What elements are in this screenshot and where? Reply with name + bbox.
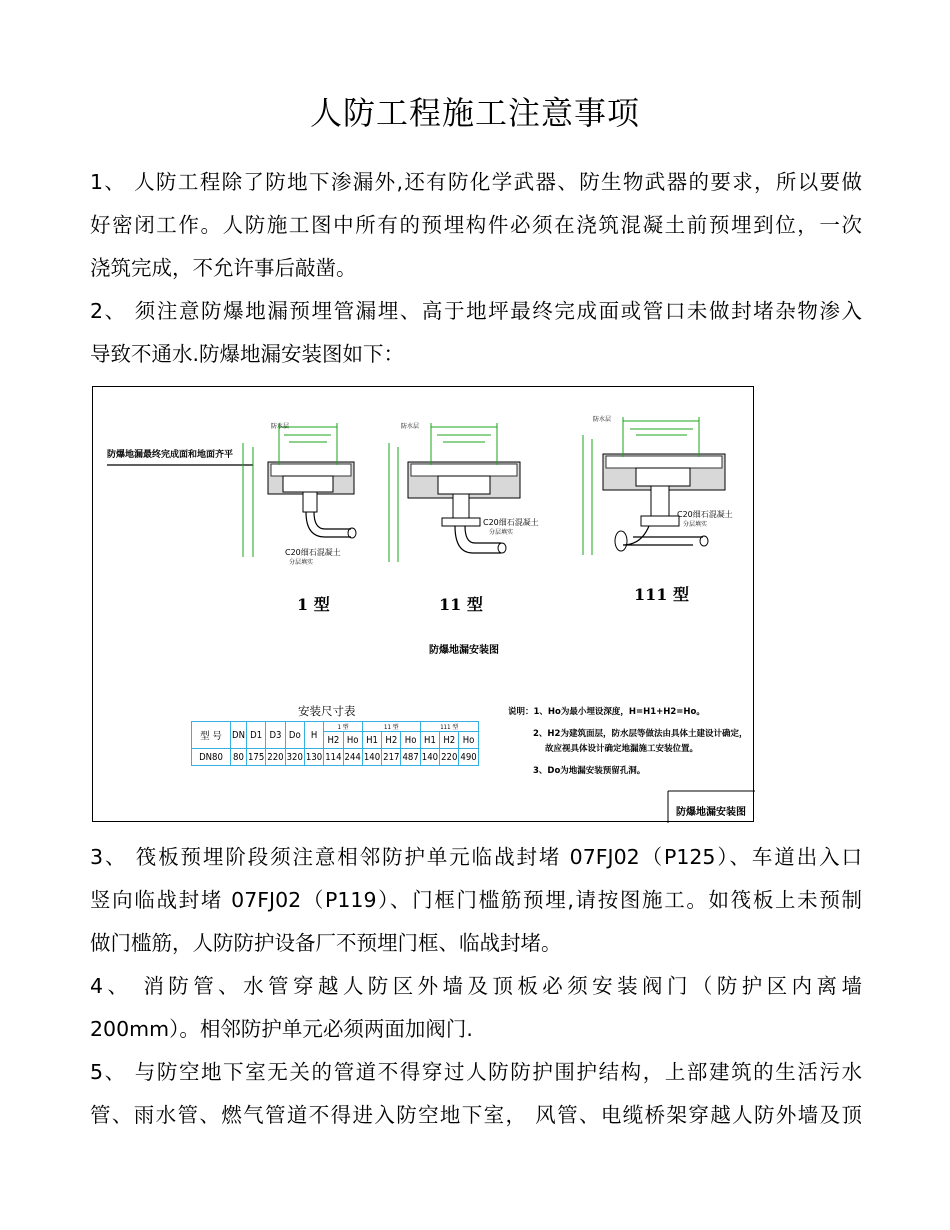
waterproof-label-3: 防水层	[593, 416, 612, 423]
concrete-sublabel-2: 分层填实	[489, 529, 514, 536]
type-1-section	[107, 423, 356, 557]
dims-cell: 244	[343, 749, 362, 766]
dims-sub-header: Ho	[459, 732, 478, 749]
dims-cell: 175	[246, 749, 265, 766]
type-11-label: 11 型	[439, 595, 483, 614]
dims-sub-header: Ho	[343, 732, 362, 749]
item-3-line-1: 3、 筏板预埋阶段须注意相邻防护单元临战封堵 07FJ02（P125）、车道出入口	[90, 845, 862, 869]
dimension-table-title: 安装尺寸表	[298, 704, 356, 718]
page-title: 人防工程施工注意事项	[309, 94, 640, 132]
dims-header-d1: D1	[246, 722, 265, 749]
item-5-line-1: 5、 与防空地下室无关的管道不得穿过人防防护围护结构，上部建筑的生活污水	[90, 1060, 862, 1084]
dims-cell: 217	[382, 749, 401, 766]
dims-cell: 220	[440, 749, 459, 766]
dims-cell: 80	[231, 749, 247, 766]
item-3-line-3: 做门槛筋，人防防护设备厂不预埋门框、临战封堵。	[90, 931, 562, 955]
dims-sub-header: H2	[440, 732, 459, 749]
type-111-label: 111 型	[634, 585, 689, 604]
item-4-line-1: 4、 消防管、水管穿越人防区外墙及顶板必须安装阀门（防护区内离墙	[90, 974, 862, 998]
item-4-line-2: 200mm）。相邻防护单元必须两面加阀门.	[90, 1017, 473, 1041]
item-2-line-2: 导致不通水.防爆地漏安装图如下：	[90, 342, 405, 366]
floor-drain-installation-drawing	[92, 386, 754, 822]
item-2-line-1: 2、 须注意防爆地漏预埋管漏埋、高于地坪最终完成面或管口未做封堵杂物渗入	[90, 299, 862, 323]
dimension-table	[191, 721, 479, 766]
drawing-note-2: 2、H2为建筑面层，防水层等做法由具体土建设计确定，	[533, 729, 748, 739]
title-block-label: 防爆地漏安装图	[676, 807, 746, 818]
dims-sub-header: H1	[362, 732, 381, 749]
item-3	[90, 836, 862, 965]
dims-header-type-111: 111 型	[420, 722, 478, 732]
dims-cell: 320	[285, 749, 304, 766]
concrete-label-2: C20细石混凝土	[483, 518, 539, 527]
item-2	[90, 290, 862, 376]
dims-sub-header: H2	[382, 732, 401, 749]
dims-header-h: H	[304, 722, 323, 749]
dims-header-do: Do	[285, 722, 304, 749]
drawing-top-note: 防爆地漏最终完成面和地面齐平	[107, 450, 234, 460]
item-1-line-1: 1、 人防工程除了防地下渗漏外,还有防化学武器、防生物武器的要求，所以要做	[90, 170, 862, 194]
waterproof-label-2: 防水层	[401, 423, 420, 430]
dims-cell: 140	[420, 749, 439, 766]
dims-cell: 220	[266, 749, 285, 766]
item-3-line-2: 竖向临战封堵 07FJ02（P119）、门框门槛筋预埋,请按图施工。如筏板上未预制	[90, 888, 862, 912]
drawing-note-2b: 故应视具体设计确定地漏施工安装位置。	[545, 744, 699, 754]
concrete-label-1: C20细石混凝土	[285, 548, 341, 557]
dims-cell: 487	[401, 749, 420, 766]
item-1	[90, 161, 862, 290]
dims-header-d3: D3	[266, 722, 285, 749]
concrete-sublabel-3: 分层填实	[683, 521, 708, 528]
item-1-line-2: 好密闭工作。人防施工图中所有的预埋构件必须在浇筑混凝土前预埋到位，一次	[90, 213, 862, 237]
type-1-label: 1 型	[297, 595, 330, 614]
dims-header-dn: DN	[231, 722, 247, 749]
type-11-section	[389, 423, 520, 562]
item-1-line-3: 浇筑完成，不允许事后敲凿。	[90, 256, 357, 280]
dims-cell: DN80	[192, 749, 231, 766]
drawing-subtitle: 防爆地漏安装图	[429, 645, 499, 656]
dims-sub-header: H2	[324, 732, 343, 749]
dims-cell: 114	[324, 749, 343, 766]
dims-header-model: 型 号	[192, 722, 231, 749]
dims-cell: 490	[459, 749, 478, 766]
type-111-section	[583, 417, 725, 555]
dims-header-type-1: 1 型	[324, 722, 363, 732]
dims-cell: 130	[304, 749, 323, 766]
item-4	[90, 965, 862, 1051]
drawing-note-3: 3、Do为地漏安装预留孔洞。	[533, 766, 646, 776]
drawing-note-1: 说明：1、Ho为最小埋设深度，H=H1+H2=Ho。	[508, 707, 705, 717]
dims-sub-header: H1	[420, 732, 439, 749]
dims-header-type-11: 11 型	[362, 722, 420, 732]
dims-sub-header: Ho	[401, 732, 420, 749]
concrete-sublabel-1: 分层填实	[289, 559, 314, 566]
waterproof-label-1: 防水层	[271, 423, 290, 430]
item-5-line-2: 管、雨水管、燃气管道不得进入防空地下室， 风管、电缆桥架穿越人防外墙及顶	[90, 1103, 862, 1127]
dims-cell: 140	[362, 749, 381, 766]
item-5	[90, 1051, 862, 1137]
concrete-label-3: C20细石混凝土	[677, 510, 733, 519]
